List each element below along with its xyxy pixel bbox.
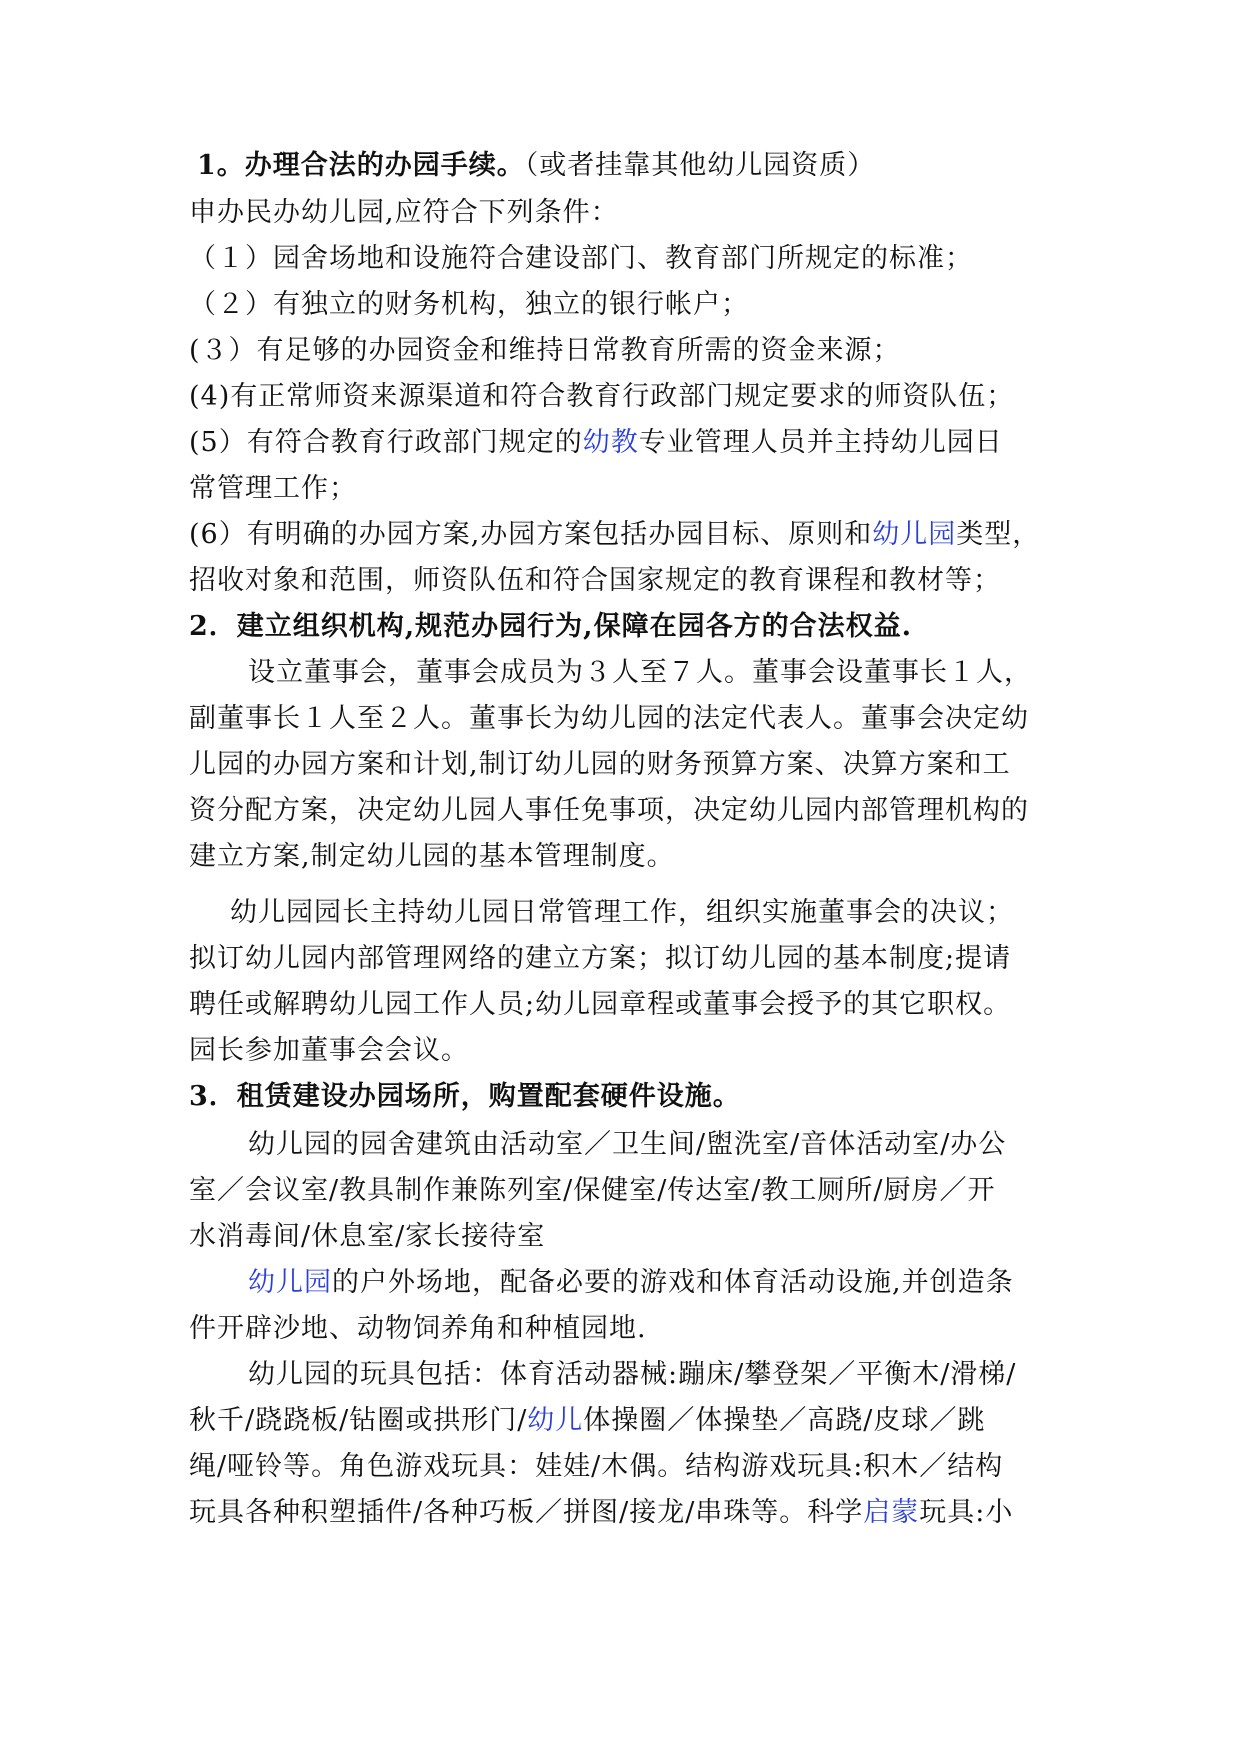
paragraph-line — [189, 839, 1069, 875]
text-run: (5）有符合教育行政部门规定的 — [189, 427, 583, 458]
hyperlink-kindergarten[interactable]: 幼儿园 — [248, 1267, 332, 1298]
hyperlink-kindergarten[interactable]: 幼儿园 — [872, 519, 957, 550]
paragraph-line — [189, 1403, 1069, 1439]
text-run: 秋千/跷跷板/钻圈或拱形门/ — [189, 1405, 528, 1436]
hyperlink-youjiao[interactable]: 幼教 — [582, 427, 639, 458]
text-run: 幼儿园园长主持幼儿园日常管理工作，组织实施董事会的决议； — [230, 897, 1014, 928]
paragraph-line — [189, 747, 1069, 783]
text-run: 绳/哑铃等。角色游戏玩具：娃娃/木偶。结构游戏玩具:积木／结构 — [189, 1451, 1004, 1482]
text-run: 玩具各种积塑插件/各种巧板／拼图/接龙/串珠等。科学 — [189, 1497, 864, 1528]
condition-item-1 — [189, 241, 1069, 277]
text-run: 幼儿园的园舍建筑由活动室／卫生间/盥洗室/音体活动室/办公 — [248, 1129, 1007, 1160]
hyperlink-enlightenment[interactable]: 启蒙 — [863, 1497, 920, 1528]
paragraph-line — [189, 195, 1069, 231]
condition-item-3 — [189, 333, 1069, 369]
text-run: （２）有独立的财务机构，独立的银行帐户； — [189, 289, 749, 320]
text-run: 玩具:小 — [919, 1497, 1014, 1528]
hyperlink-children[interactable]: 幼儿 — [527, 1405, 584, 1436]
text-run: 类型， — [956, 519, 1041, 550]
text-run: (6）有明确的办园方案,办园方案包括办园目标、原则和 — [189, 519, 873, 550]
text-run: (4)有正常师资来源渠道和符合教育行政部门规定要求的师资队伍； — [189, 381, 1015, 412]
paragraph-line — [189, 1449, 1069, 1485]
text-run: 常管理工作； — [189, 473, 357, 504]
heading-1-text: 1。办理合法的办园手续。 — [197, 150, 525, 181]
condition-item-4 — [189, 379, 1069, 415]
paragraph-line — [189, 471, 1069, 507]
paragraph-line — [248, 1265, 1128, 1301]
text-run: 体操圈／体操垫／高跷/皮球／跳 — [583, 1405, 986, 1436]
text-run: 建立方案,制定幼儿园的基本管理制度。 — [189, 841, 675, 872]
text-run: 设立董事会，董事会成员为３人至７人。董事会设董事长１人， — [248, 657, 1032, 688]
paragraph-line — [248, 655, 1128, 691]
paragraph-line — [189, 793, 1069, 829]
text-run: 拟订幼儿园内部管理网络的建立方案；拟订幼儿园的基本制度;提请 — [189, 943, 1012, 974]
text-run: 资分配方案，决定幼儿园人事任免事项，决定幼儿园内部管理机构的 — [189, 795, 1029, 826]
paragraph-line — [189, 563, 1069, 599]
condition-item-5 — [189, 425, 1069, 461]
text-run: 室／会议室/教具制作兼陈列室/保健室/传达室/教工厕所/厨房／开 — [189, 1175, 996, 1206]
text-run: 儿园的办园方案和计划,制订幼儿园的财务预算方案、决算方案和工 — [189, 749, 1011, 780]
paragraph-line — [189, 941, 1069, 977]
text-run: （１）园舍场地和设施符合建设部门、教育部门所规定的标准； — [189, 243, 973, 274]
text-run: 聘任或解聘幼儿园工作人员;幼儿园章程或董事会授予的其它职权。 — [189, 989, 1012, 1020]
text-run: (３）有足够的办园资金和维持日常教育所需的资金来源； — [189, 335, 901, 366]
text-run: 申办民办幼儿园,应符合下列条件： — [189, 197, 619, 228]
condition-item-6 — [189, 517, 1069, 553]
heading-2-text: 2．建立组织机构,规范办园行为,保障在园各方的合法权益. — [189, 611, 912, 642]
text-run: 专业管理人员并主持幼儿园日 — [638, 427, 1003, 458]
heading-2 — [189, 609, 1069, 645]
heading-1-note: （或者挂靠其他幼儿园资质） — [524, 150, 876, 181]
condition-item-2 — [189, 287, 1069, 323]
paragraph-line — [189, 1173, 1069, 1209]
paragraph-line — [189, 1311, 1069, 1347]
paragraph-line — [189, 987, 1069, 1023]
text-run: 副董事长１人至２人。董事长为幼儿园的法定代表人。董事会决定幼 — [189, 703, 1029, 734]
text-run: 的户外场地，配备必要的游戏和体育活动设施,并创造条 — [332, 1267, 1014, 1298]
paragraph-line — [189, 1033, 1069, 1069]
text-run: 园长参加董事会会议。 — [189, 1035, 469, 1066]
text-run: 幼儿园的玩具包括：体育活动器械:蹦床/攀登架／平衡木/滑梯/ — [248, 1359, 1017, 1390]
paragraph-line — [189, 701, 1069, 737]
paragraph-line — [189, 1219, 1069, 1255]
text-run: 招收对象和范围，师资队伍和符合国家规定的教育课程和教材等； — [189, 565, 1001, 596]
heading-1 — [197, 148, 1077, 184]
paragraph-line — [248, 1357, 1128, 1393]
heading-3 — [189, 1079, 1069, 1115]
heading-3-text: 3．租赁建设办园场所，购置配套硬件设施。 — [189, 1081, 741, 1112]
text-run: 件开辟沙地、动物饲养角和种植园地. — [189, 1313, 647, 1344]
text-run: 水消毒间/休息室/家长接待室 — [189, 1221, 546, 1252]
paragraph-line — [230, 895, 1110, 931]
paragraph-line — [189, 1495, 1069, 1531]
paragraph-line — [248, 1127, 1128, 1163]
